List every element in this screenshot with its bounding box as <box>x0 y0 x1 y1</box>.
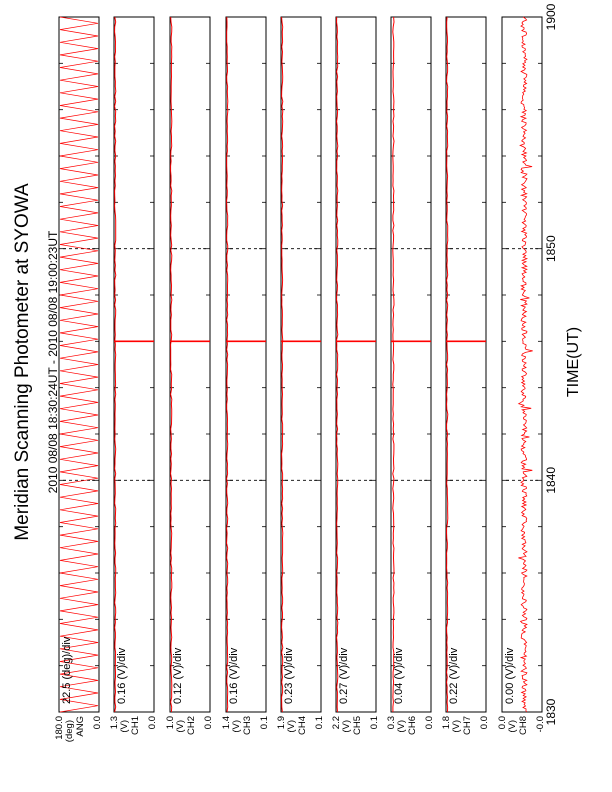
x-axis-label: TIME(UT) <box>565 326 582 398</box>
y-max-label: 1.3 <box>109 716 120 730</box>
channel-series <box>282 17 283 712</box>
panel-frame <box>281 17 321 712</box>
y-max-label: 180.0 <box>54 716 65 740</box>
x-tick-label: 1850 <box>544 235 558 263</box>
y-min-label: 0.1 <box>369 716 380 730</box>
panel-ch1 <box>114 17 154 712</box>
channel-series <box>393 17 394 712</box>
panel-frame <box>391 17 431 712</box>
panel-frame <box>170 17 210 712</box>
unit-label: (deg) <box>64 720 75 743</box>
channel-name: CH1 <box>130 716 141 736</box>
x-tick-labels <box>544 3 558 725</box>
unit-label: (V) <box>231 720 242 733</box>
panel-scale-label: 0.23 (V)/div <box>283 647 295 704</box>
panel-ch8 <box>502 17 542 712</box>
panels-layer <box>54 17 546 742</box>
channel-name: ANG <box>75 716 86 737</box>
channel-series <box>337 17 338 712</box>
unit-label: (V) <box>507 720 518 733</box>
panel-scale-label: 0.16 (V)/div <box>228 647 240 704</box>
panel-ch3 <box>226 17 266 712</box>
panel-frame <box>336 17 376 712</box>
y-max-label: 1.0 <box>165 716 176 730</box>
x-tick-label: 1840 <box>544 466 558 494</box>
y-min-label: 0.0 <box>203 716 214 730</box>
panel-scale-label: 0.12 (V)/div <box>172 647 184 704</box>
channel-name: CH2 <box>186 716 197 736</box>
channel-series <box>447 17 448 712</box>
y-max-label: 2.2 <box>331 716 342 730</box>
y-max-label: 0.0 <box>497 716 508 730</box>
y-min-label: -0.0 <box>535 716 546 733</box>
panel-frame <box>114 17 154 712</box>
panel-scale-label: 22.5 (deg)/div <box>61 636 73 704</box>
x-tick-label: 1900 <box>544 3 558 31</box>
y-max-label: 1.9 <box>276 716 287 730</box>
noise-series <box>518 17 532 712</box>
panel-ch2 <box>170 17 210 712</box>
x-tick-label: 1830 <box>544 698 558 726</box>
y-min-label: 0.0 <box>147 716 158 730</box>
panel-ang <box>59 17 99 712</box>
unit-label: (V) <box>396 720 407 733</box>
y-max-label: 1.8 <box>441 716 452 730</box>
y-min-label: 0.1 <box>314 716 325 730</box>
channel-name: CH7 <box>462 716 473 736</box>
unit-label: (V) <box>341 720 352 733</box>
channel-series <box>227 17 228 712</box>
panel-scale-label: 0.16 (V)/div <box>116 647 128 704</box>
channel-name: CH3 <box>242 716 253 736</box>
unit-label: (V) <box>451 720 462 733</box>
panel-ch5 <box>336 17 376 712</box>
panel-ch6 <box>391 17 431 712</box>
channel-name: CH8 <box>518 716 529 736</box>
channel-series <box>171 17 172 712</box>
unit-label: (V) <box>175 720 186 733</box>
panel-scale-label: 0.22 (V)/div <box>448 647 460 704</box>
unit-label: (V) <box>119 720 130 733</box>
panel-ch7 <box>446 17 486 712</box>
channel-name: CH6 <box>407 716 418 736</box>
panel-scale-label: 0.00 (V)/div <box>504 647 516 704</box>
panel-ch4 <box>281 17 321 712</box>
y-max-label: 0.3 <box>386 716 397 730</box>
panel-scale-label: 0.27 (V)/div <box>338 647 350 704</box>
y-min-label: 0.0 <box>479 716 490 730</box>
channel-name: CH5 <box>352 716 363 736</box>
unit-label: (V) <box>286 720 297 733</box>
y-min-label: 0.0 <box>424 716 435 730</box>
channel-series <box>115 17 116 712</box>
y-min-label: 0.0 <box>92 716 103 730</box>
channel-name: CH4 <box>297 716 308 736</box>
chart-title: Meridian Scanning Photometer at SYOWA <box>12 183 33 541</box>
panel-frame <box>226 17 266 712</box>
panel-scale-label: 0.04 (V)/div <box>393 647 405 704</box>
y-max-label: 1.4 <box>221 716 232 730</box>
y-min-label: 0.1 <box>259 716 270 730</box>
time-range-label: 2010 08/08 18:30:24UT - 2010 08/08 19:00:23UT <box>46 230 60 494</box>
angle-series <box>60 17 98 712</box>
panel-frame <box>446 17 486 712</box>
